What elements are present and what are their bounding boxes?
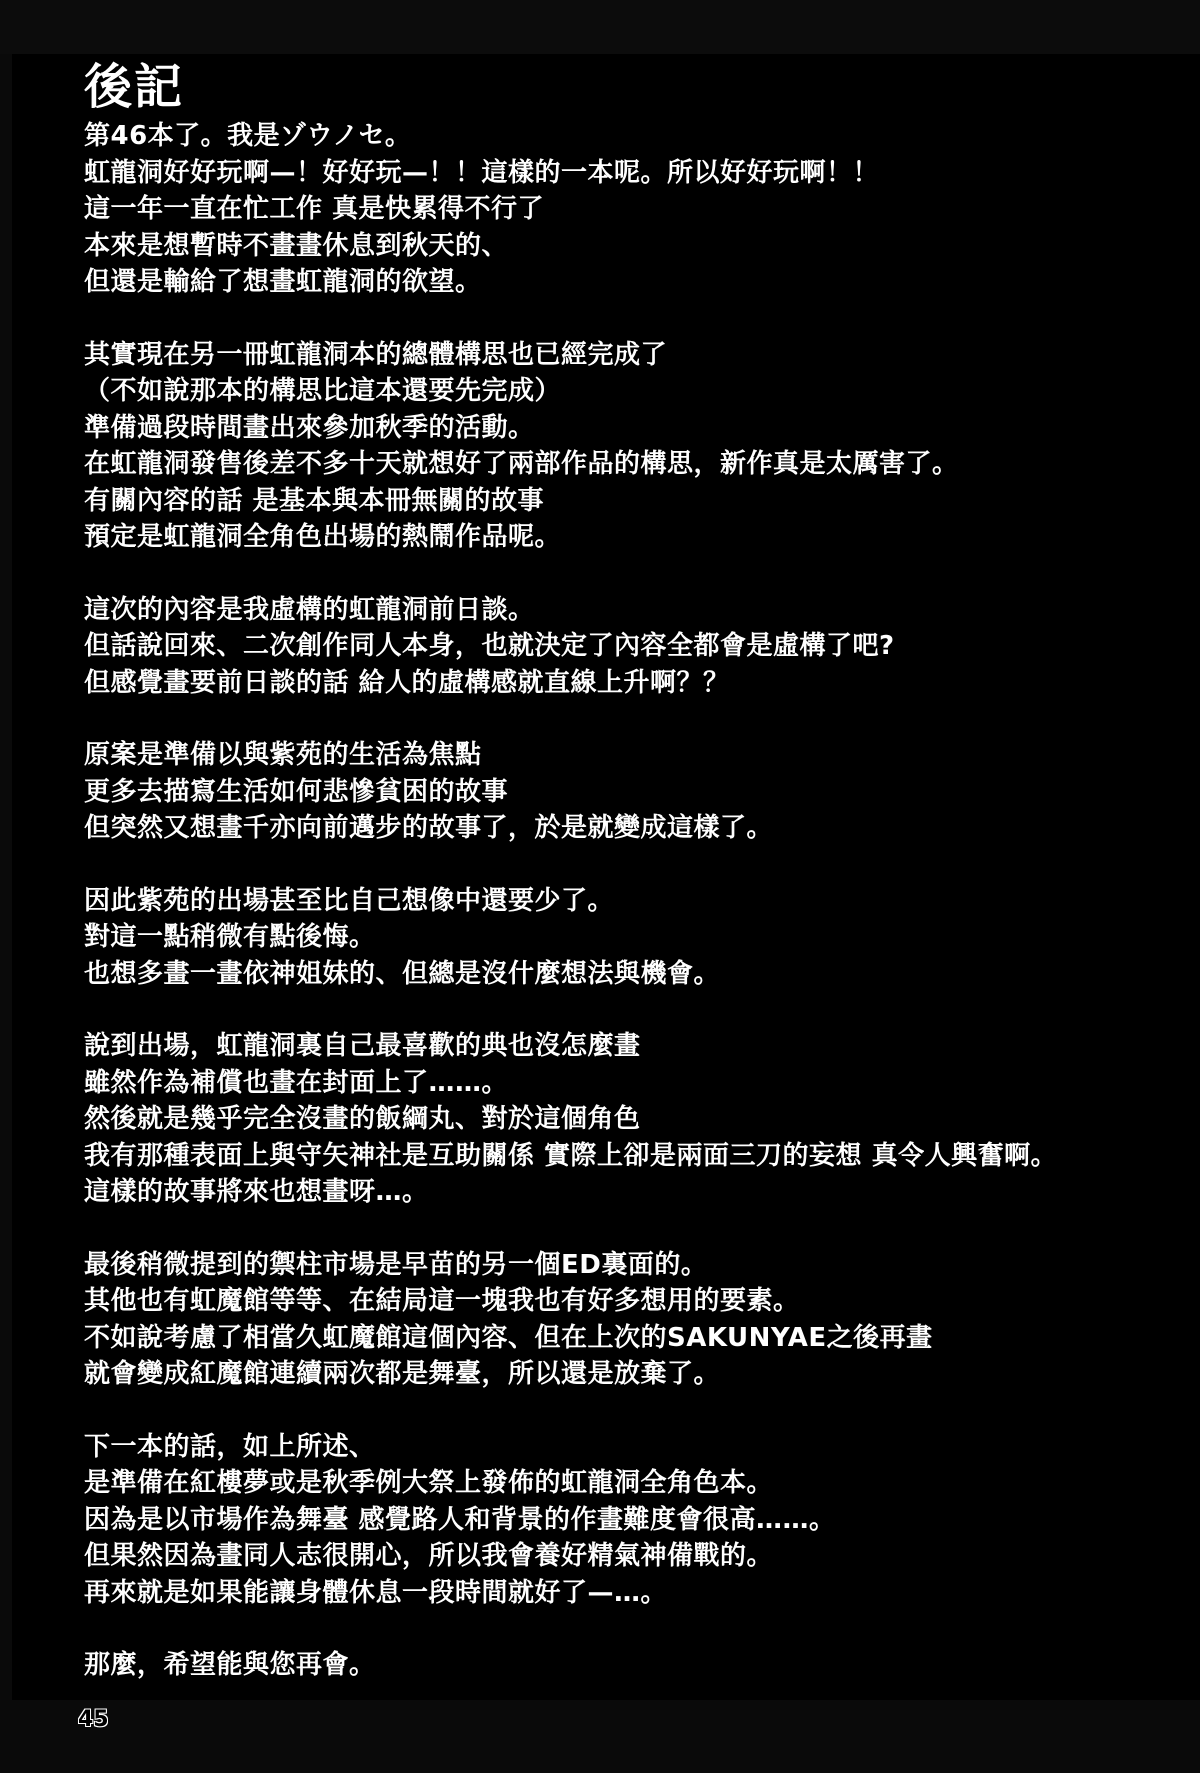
text-line: 但感覺畫要前日談的話 給人的虛構感就直線上升啊？？ bbox=[84, 667, 730, 698]
text-line: 也想多畫一畫依神姐妹的、但總是沒什麼想法與機會。 bbox=[84, 958, 721, 989]
text-line: 不如說考慮了相當久虹魔館這個內容、但在上次的SAKUNYAE之後再畫 bbox=[84, 1322, 933, 1353]
paragraph bbox=[84, 1028, 1184, 1211]
left-border bbox=[0, 54, 12, 1773]
paragraph bbox=[84, 883, 1184, 993]
paragraph bbox=[84, 337, 1184, 556]
text-line: 這樣的故事將來也想畫呀…。 bbox=[84, 1177, 429, 1207]
text-line: 然後就是幾乎完全沒畫的飯綱丸、對於這個角色 bbox=[84, 1104, 641, 1134]
text-line: 但果然因為畫同人志很開心，所以我會養好精氣神備戰的。 bbox=[84, 1541, 774, 1571]
paragraph bbox=[84, 737, 1184, 847]
page-title: 後記 bbox=[84, 59, 185, 115]
text-line: 說到出場，虹龍洞裏自己最喜歡的典也沒怎麼畫 bbox=[84, 1031, 641, 1061]
text-line: 準備過段時間畫出來參加秋季的活動。 bbox=[84, 412, 535, 443]
text-line: （不如說那本的構思比這本還要先完成） bbox=[84, 376, 562, 406]
text-line: 這次的內容是我虛構的虹龍洞前日談。 bbox=[84, 594, 535, 625]
paragraph bbox=[84, 1247, 1184, 1393]
text-line: 更多去描寫生活如何悲慘貧困的故事 bbox=[84, 776, 509, 807]
top-border bbox=[0, 0, 1200, 54]
paragraph bbox=[84, 1429, 1184, 1612]
text-line: 是準備在紅樓夢或是秋季例大祭上發佈的虹龍洞全角色本。 bbox=[84, 1468, 774, 1498]
text-line: 有關內容的話 是基本與本冊無關的故事 bbox=[84, 485, 545, 516]
text-line: 在虹龍洞發售後差不多十天就想好了兩部作品的構思，新作真是太厲害了。 bbox=[84, 449, 959, 479]
text-line: 但還是輸給了想畫虹龍洞的欲望。 bbox=[84, 267, 482, 297]
text-line: 我有那種表面上與守矢神社是互助關係 實際上卻是兩面三刀的妄想 真令人興奮啊。 bbox=[84, 1140, 1058, 1171]
page-number: 45 bbox=[78, 1707, 109, 1732]
text-line: 雖然作為補償也畫在封面上了……。 bbox=[84, 1067, 509, 1098]
text-line: 原案是準備以與紫苑的生活為焦點 bbox=[84, 740, 482, 770]
text-line: 因此紫苑的出場甚至比自己想像中還要少了。 bbox=[84, 885, 615, 916]
text-line: 這一年一直在忙工作 真是快累得不行了 bbox=[84, 194, 545, 224]
paragraph bbox=[84, 592, 1184, 702]
text-line: 最後稍微提到的禦柱市場是早苗的另一個ED裏面的。 bbox=[84, 1249, 708, 1280]
text-line: 但話說回來、二次創作同人本身，也就決定了內容全都會是虛構了吧? bbox=[84, 631, 895, 661]
text-line: 預定是虹龍洞全角色出場的熱鬧作品呢。 bbox=[84, 522, 562, 552]
paragraph bbox=[84, 1647, 1184, 1684]
paragraph bbox=[84, 118, 1184, 301]
text-line: 其實現在另一冊虹龍洞本的總體構思也已經完成了 bbox=[84, 339, 668, 370]
text-line: 對這一點稍微有點後悔。 bbox=[84, 922, 376, 952]
text-line: 因為是以市場作為舞臺 感覺路人和背景的作畫難度會很高……。 bbox=[84, 1504, 836, 1535]
text-line: 本來是想暫時不畫畫休息到秋天的、 bbox=[84, 230, 509, 261]
text-line: 那麼，希望能與您再會。 bbox=[84, 1650, 376, 1680]
afterword-body bbox=[84, 118, 1184, 1684]
text-line: 下一本的話，如上所述、 bbox=[84, 1431, 376, 1462]
text-line: 再來就是如果能讓身體休息一段時間就好了—…。 bbox=[84, 1577, 668, 1608]
afterword-content bbox=[84, 58, 1184, 1720]
text-line: 第46本了。我是ゾウノセ。 bbox=[84, 121, 412, 151]
text-line: 虹龍洞好好玩啊—！好好玩—！！這樣的一本呢。所以好好玩啊！！ bbox=[84, 157, 880, 188]
text-line: 但突然又想畫千亦向前邁步的故事了，於是就變成這樣了。 bbox=[84, 813, 774, 843]
text-line: 其他也有虹魔館等等、在結局這一塊我也有好多想用的要素。 bbox=[84, 1286, 800, 1316]
text-line: 就會變成紅魔館連續兩次都是舞臺，所以還是放棄了。 bbox=[84, 1359, 721, 1389]
